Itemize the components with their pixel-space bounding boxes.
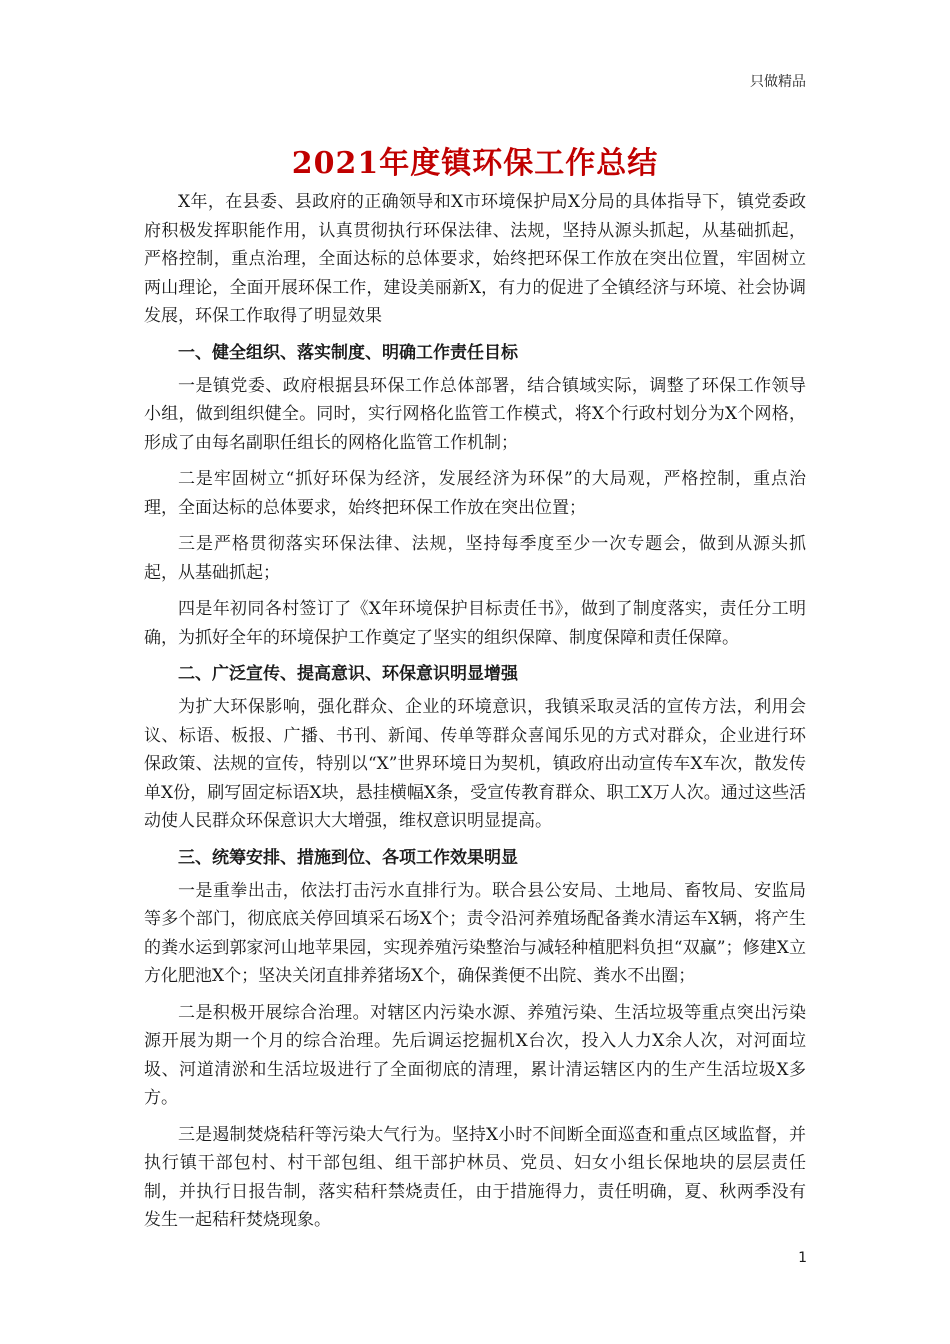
paragraph: 三是遏制焚烧秸秆等污染大气行为。坚持X小时不间断全面巡查和重点区域监督，并执行镇干部包村、村干部包组、组干部护林员、党员、妇女小组长保地块的层层责任制，并执行日报告制，落实秸秆禁烧责任，由于措施得力，责任明确，夏、秋两季没有发生一起秸秆焚烧现象。 — [144, 1124, 806, 1230]
section-heading: 一、健全组织、落实制度、明确工作责任目标 — [178, 342, 518, 363]
intro-paragraph: X年，在县委、县政府的正确领导和X市环境保护局X分局的具体指导下，镇党委政府积极发挥职能作用，认真贯彻执行环保法律、法规，坚持从源头抓起，从基础抓起，严格控制，重点治理，全面达标的总体要求，始终把环保工作放在突出位置，牢固树立两山理论，全面开展环保工作，建设美丽新X，有力的促进了全镇经济与环境、社会协调发展，环保工作取得了明显效果 — [144, 192, 806, 326]
document-body — [144, 188, 806, 1235]
document-title: 2021年度镇环保工作总结 — [291, 146, 659, 181]
page-number: 1 — [798, 1250, 807, 1266]
paragraph: 四是年初同各村签订了《X年环境保护目标责任书》，做到了制度落实，责任分工明确，为抓好全年的环境保护工作奠定了坚实的组织保障、制度保障和责任保障。 — [144, 599, 806, 648]
section-heading: 二、广泛宣传、提高意识、环保意识明显增强 — [178, 664, 518, 684]
paragraph: 三是严格贯彻落实环保法律、法规，坚持每季度至少一次专题会，做到从源头抓起，从基础抓起； — [144, 534, 806, 583]
paragraph: 一是镇党委、政府根据县环保工作总体部署，结合镇域实际，调整了环保工作领导小组，做到组织健全。同时，实行网格化监管工作模式，将X个行政村划分为X个网格，形成了由每名副职任组长的网格化监管工作机制； — [144, 375, 806, 453]
paragraph: 二是牢固树立“抓好环保为经济，发展经济为环保”的大局观，严格控制，重点治理，全面达标的总体要求，始终把环保工作放在突出位置； — [144, 469, 806, 518]
header-tag: 只做精品 — [750, 74, 806, 90]
section-heading: 三、统筹安排、措施到位、各项工作效果明显 — [178, 847, 518, 868]
paragraph: 为扩大环保影响，强化群众、企业的环境意识，我镇采取灵活的宣传方法，利用会议、标语、板报、广播、书刊、新闻、传单等群众喜闻乐见的方式对群众，企业进行环保政策、法规的宣传，特别以“X”世界环境日为契机，镇政府出动宣传车X车次，散发传单X份，刷写固定标语X块，悬挂横幅X条，受宣传教育群众、职工X万人次。通过这些活动使人民群众环保意识大大增强，维权意识明显提高。 — [144, 697, 806, 831]
paragraph: 二是积极开展综合治理。对辖区内污染水源、养殖污染、生活垃圾等重点突出污染源开展为期一个月的综合治理。先后调运挖掘机X台次，投入人力X余人次，对河面垃圾、河道清淤和生活垃圾进行了全面彻底的清理，累计清运辖区内的生产生活垃圾X多方。 — [144, 1002, 806, 1108]
paragraph: 一是重拳出击，依法打击污水直排行为。联合县公安局、土地局、畜牧局、安监局等多个部门，彻底底关停回填采石场X个；责令沿河养殖场配备粪水清运车X辆，将产生的粪水运到郭家河山地苹果园，实现养殖污染整治与减轻种植肥料负担“双赢”；修建X立方化肥池X个；坚决关闭直排养猪场X个，确保粪便不出院、粪水不出圈； — [144, 880, 806, 986]
